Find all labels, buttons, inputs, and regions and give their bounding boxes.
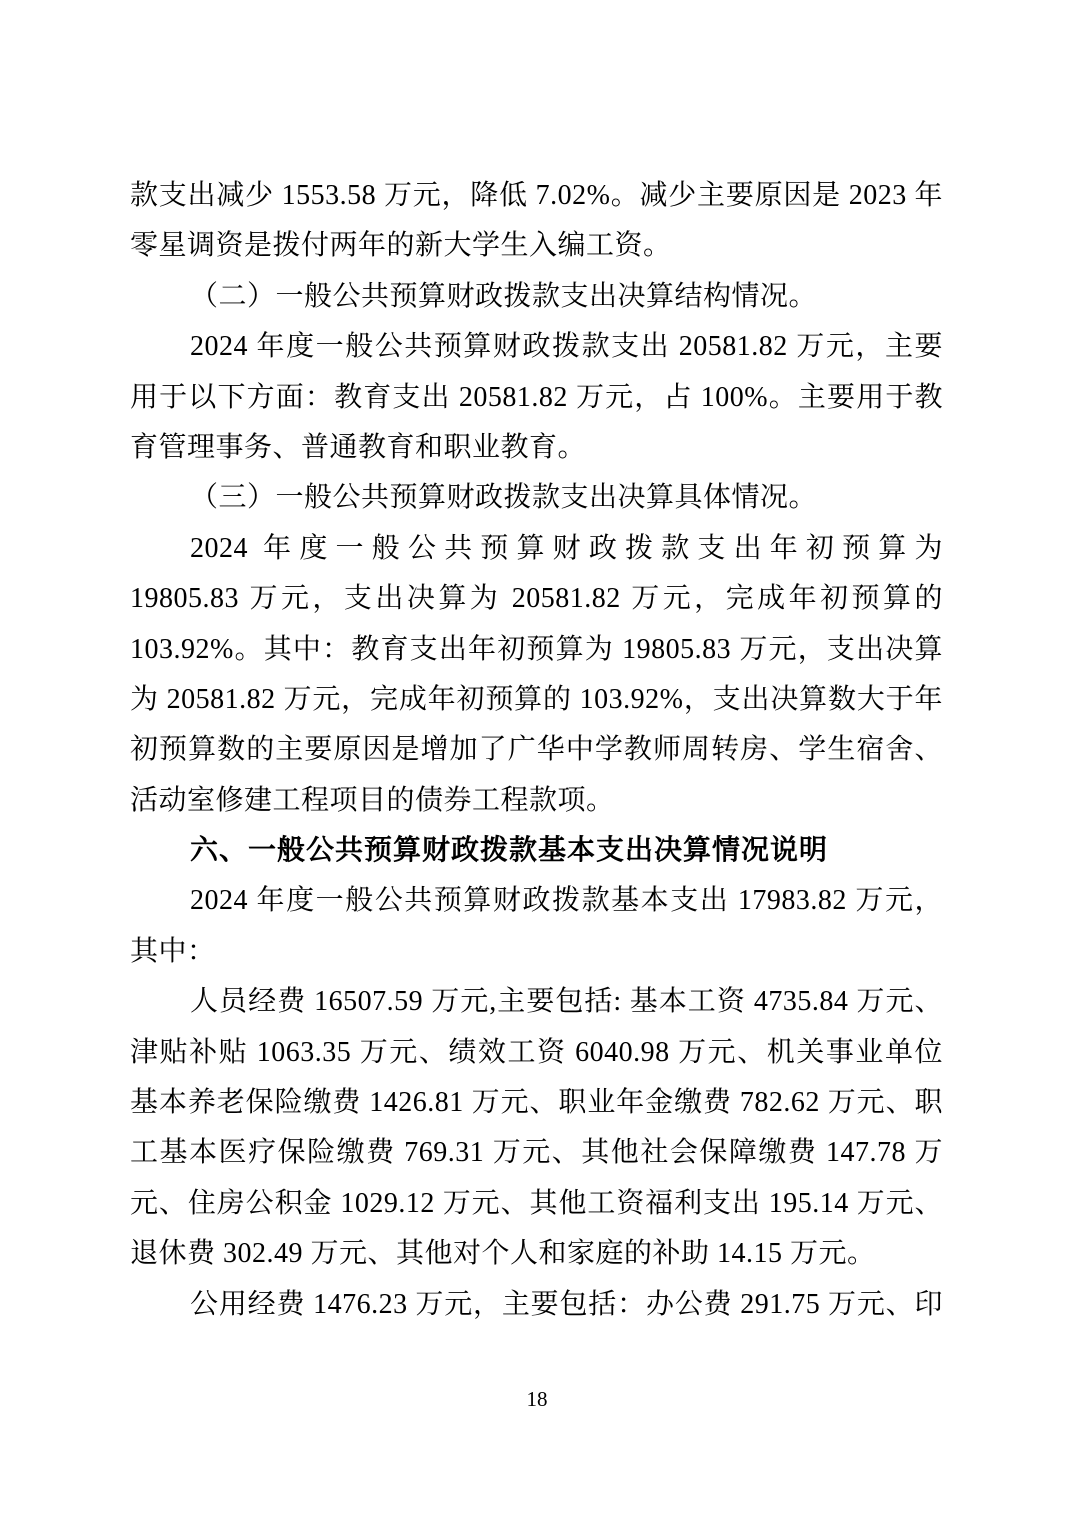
- text-line: 津贴补贴 1063.35 万元、绩效工资 6040.98 万元、机关事业单位: [130, 1036, 943, 1068]
- text-line: 人员经费 16507.59 万元,主要包括: 基本工资 4735.84 万元、: [190, 986, 943, 1018]
- text-line: 基本养老保险缴费 1426.81 万元、职业年金缴费 782.62 万元、职: [130, 1087, 943, 1119]
- text-line: 用于以下方面：教育支出 20581.82 万元，占 100%。主要用于教: [130, 381, 943, 413]
- text-line: 款支出减少 1553.58 万元，降低 7.02%。减少主要原因是 2023 年: [130, 180, 943, 211]
- text-line: 初预算数的主要原因是增加了广华中学教师周转房、学生宿舍、: [130, 734, 943, 766]
- text-line: 退休费 302.49 万元、其他对个人和家庭的补助 14.15 万元。: [130, 1238, 876, 1270]
- page-number: 18: [526, 1387, 548, 1411]
- text-line: 19805.83 万元，支出决算为 20581.82 万元，完成年初预算的: [130, 583, 943, 615]
- text-line: 为 20581.82 万元，完成年初预算的 103.92%，支出决算数大于年: [130, 683, 943, 715]
- text-line: 元、住房公积金 1029.12 万元、其他工资福利支出 195.14 万元、: [130, 1187, 943, 1219]
- text-line: （二）一般公共预算财政拨款支出决算结构情况。: [190, 280, 818, 312]
- text-line: 2024 年度一般公共预算财政拨款基本支出 17983.82 万元，: [190, 885, 943, 917]
- text-line: 活动室修建工程项目的债券工程款项。: [130, 784, 615, 816]
- document-body: [130, 171, 943, 1330]
- text-line: 2024 年度一般公共预算财政拨款支出 20581.82 万元，主要: [190, 331, 943, 363]
- text-line: 零星调资是拨付两年的新大学生入编工资。: [130, 230, 672, 262]
- text-line: 2024 年度一般公共预算财政拨款支出年初预算为: [190, 532, 943, 564]
- text-line: （三）一般公共预算财政拨款支出决算具体情况。: [190, 482, 818, 514]
- text-line: 103.92%。其中：教育支出年初预算为 19805.83 万元，支出决算: [130, 633, 943, 665]
- text-line: 其中：: [130, 935, 216, 967]
- text-line: 育管理事务、普通教育和职业教育。: [130, 431, 587, 463]
- text-line: 工基本医疗保险缴费 769.31 万元、其他社会保障缴费 147.78 万: [130, 1137, 943, 1169]
- text-line: 公用经费 1476.23 万元，主要包括：办公费 291.75 万元、印: [190, 1288, 943, 1320]
- section-heading: 六、一般公共预算财政拨款基本支出决算情况说明: [190, 835, 829, 867]
